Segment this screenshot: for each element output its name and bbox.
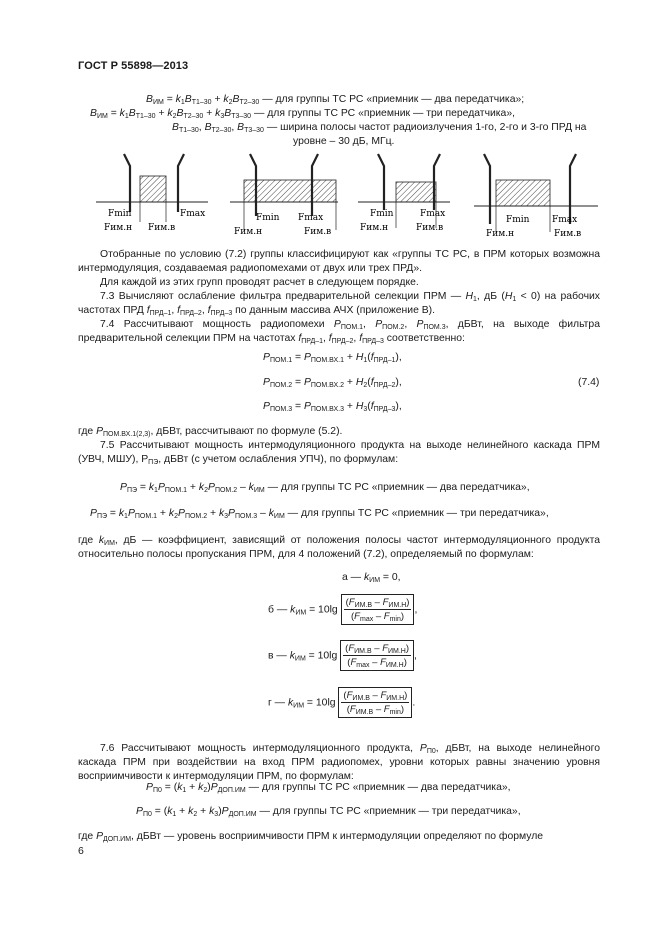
label-fimn-a: Fим.н	[104, 223, 133, 233]
p4-b: , дБВт, на выходе фильтра предварительной селекции ПРМ на частотах	[78, 319, 600, 344]
case-b-label: б —	[268, 604, 288, 616]
p6-a: 7.5 Рассчитывают мощность интермодуляционного продукта на выходе нелинейного каскада ПРМ (УВЧ, МШУ), Р	[78, 440, 600, 465]
eq-case-b: б — $k_{ИМ} = 10\lg$ $\frac{(F_{ИМ.В} - F_{ИМ.Н})}{(F_{max} - F_{min})}$ ,	[268, 594, 417, 625]
paragraph-where-pdop: где $Р_{ДОП.ИМ}$, дБВт — уровень восприимчивости ПРМ к интермодуляции определяют по формуле	[78, 831, 544, 843]
figure-panel-a	[96, 154, 208, 233]
eq-pom-1: $Р_{ПОМ.1} = Р_{ПОМ.ВХ.1} + Н_1(f_{ПРД-1})$,	[263, 352, 402, 364]
p3-a: 7.3 Вычисляют ослабление фильтра предварительной селекции ПРМ —	[100, 291, 462, 302]
figure-panel-b	[230, 154, 338, 237]
p4-c: соответственно:	[386, 333, 465, 344]
standard-header: ГОСТ Р 55898—2013	[78, 60, 189, 72]
p7-b: , дБ — коэффициент, зависящий от положения полосы частот интермодуляционного продукта относительно полосы пропускания ПРМ, для 4 положений (7.2), определяемый по формулам:	[78, 535, 600, 560]
paragraph-7-3: 7.3 Вычисляют ослабление фильтра предварительной селекции ПРМ — $H_1$, дБ $(H_1 < 0)$ на рабочих частотах ПРД $f_{ПРД-1}$, $f_{ПРД-2}$, $f_{ПРД-3}$ по данным массива АЧХ (приложение В).	[78, 291, 600, 317]
p7-a: где	[78, 535, 94, 546]
label-fmax-a: Fmax	[180, 209, 206, 219]
eq-number-7-4: (7.4)	[578, 377, 600, 388]
eq-pe-three: $Р_{ПЭ} = k_1Р_{ПОМ.1} + k_2Р_{ПОМ.2} + k_3Р_{ПОМ.3} - k_{ИМ}$ — для группы ТС РС «приемник — три передатчика»,	[90, 508, 549, 520]
label-fmin-c: Fmin	[370, 209, 394, 219]
p6-b: , дБВт (с учетом ослабления УПЧ), по формулам:	[158, 454, 399, 465]
eq-pe-three-text: — для группы ТС РС «приемник — три передатчика»,	[287, 508, 549, 519]
eq-case-v: в — $k_{ИМ} = 10\lg$ $\frac{(F_{ИМ.В} - F_{ИМ.Н})}{(F_{max} - F_{ИМ.Н})}$ ,	[268, 640, 417, 671]
def-line-3: $В_{Т1-30}$, $В_{Т2-30}$, $В_{Т3-30}$ — ширина полосы частот радиоизлучения 1-го, 2-го и 3-го ПРД на	[172, 122, 587, 134]
label-fmin-b: Fmin	[256, 213, 280, 223]
label-fmin-d: Fmin	[506, 215, 530, 225]
eq-pom-3: $Р_{ПОМ.3} = Р_{ПОМ.ВХ.3} + Н_3(f_{ПРД-3})$,	[263, 401, 402, 413]
intermod-positions-figure	[90, 150, 610, 240]
def-line-1: $В_{ИМ} = k_1В_{Т1-30} + k_2В_{Т2-30}$ — для группы ТС РС «приемник — два передатчика»;	[146, 94, 525, 106]
label-fimn-d: Fим.н	[486, 229, 515, 239]
eq-pe-two: $Р_{ПЭ} = k_1Р_{ПОМ.1} + k_2Р_{ПОМ.2} - k_{ИМ}$ — для группы ТС РС «приемник — два передатчика»,	[120, 482, 530, 494]
paragraph-classification: Отобранные по условию (7.2) группы классифицируют как «группы ТС РС, в ПРМ которых возможна интермодуляция, создаваемая радиопомехами от двух или трех ПРД».	[78, 249, 600, 274]
def-line-4: уровне – 30 дБ, МГц.	[293, 136, 395, 147]
p8-a: 7.6 Рассчитывают мощность интермодуляционного продукта,	[100, 743, 414, 754]
case-g-label: г —	[268, 697, 286, 709]
label-fmin-a: Fmin	[108, 209, 132, 219]
case-v-label: в —	[268, 650, 287, 662]
figure-panel-d	[474, 154, 598, 239]
paragraph-order: Для каждой из этих групп проводят расчет в следующем порядке.	[100, 277, 419, 288]
paragraph-7-6: 7.6 Рассчитывают мощность интермодуляционного продукта, $Р_{П0}$, дБВт, на выходе нелинейного каскада ПРМ при воздействии на вход ПРМ радиопомех, уровни которых равны значению уровня восприимчивости к интермодуляции ПРМ, по формулам:	[78, 743, 601, 782]
label-fimv-a: Fим.в	[148, 223, 176, 233]
def-line-3-text: — ширина полосы частот радиоизлучения 1-го, 2-го и 3-го ПРД на	[266, 122, 587, 133]
paragraph-7-5: 7.5 Рассчитывают мощность интермодуляционного продукта на выходе нелинейного каскада ПРМ (УВЧ, МШУ), $Р_{ПЭ}$, дБВт (с учетом ослабления УПЧ), по формулам:	[78, 440, 600, 466]
def-line-2-text: — для группы ТС РС «приемник — три передатчика»,	[253, 108, 516, 119]
eq-pom-2: $Р_{ПОМ.2} = Р_{ПОМ.ВХ.2} + Н_2(f_{ПРД-2})$,	[263, 377, 402, 389]
p4-a: 7.4 Рассчитывают мощность радиопомехи	[100, 319, 325, 330]
def-line-2: $В_{ИМ} = k_1В_{Т1-30} + k_2В_{Т2-30} + k_3В_{Т3-30}$ — для группы ТС РС «приемник — три передатчика»,	[90, 108, 516, 120]
p3-c: < 0) на рабочих частотах ПРД	[78, 291, 600, 316]
eq-case-a: а — $k_{ИМ} = 0$,	[342, 572, 401, 584]
def-line-1-text: — для группы ТС РС «приемник — два передатчика»;	[262, 94, 525, 105]
p9-a: где	[78, 831, 94, 842]
p9-b: , дБВт — уровень восприимчивости ПРМ к интермодуляции определяют по формуле	[131, 831, 544, 842]
label-fmax-d: Fmax	[552, 215, 578, 225]
eq-pe-two-text: — для группы ТС РС «приемник — два передатчика»,	[267, 482, 530, 493]
label-fimv-d: Fим.в	[554, 229, 582, 239]
eq-p0-three: $Р_{П0} = (k_1 + k_2 + k_3)Р_{ДОП.ИМ}$ — для группы ТС РС «приемник — три передатчика»,	[136, 806, 521, 818]
label-fimv-b: Fим.в	[304, 227, 332, 237]
label-fimn-b: Fим.н	[234, 227, 263, 237]
eq-p0-two: $Р_{П0} = (k_1 + k_2)Р_{ДОП.ИМ}$ — для группы ТС РС «приемник — два передатчика»,	[146, 782, 511, 794]
figure-panel-c	[358, 154, 450, 233]
label-fimv-c: Fим.в	[416, 223, 444, 233]
p3-b: , дБ (	[476, 291, 505, 302]
p8-b: , дБВт, на выходе нелинейного каскада ПРМ при воздействии на вход ПРМ радиопомех, уровни которых равны значению уровня восприимчивости к интермодуляции ПРМ, по формулам:	[78, 743, 601, 782]
eq-p0-two-text: — для группы ТС РС «приемник — два передатчика»,	[248, 782, 511, 793]
label-fmax-c: Fmax	[420, 209, 446, 219]
paragraph-where-pom: где $Р_{ПОМ.ВХ.1(2,3)}$, дБВт, рассчитывают по формуле (5.2).	[78, 426, 343, 438]
p5-b: , дБВт, рассчитывают по формуле (5.2).	[150, 426, 343, 437]
case-a-label: а —	[342, 572, 362, 583]
paragraph-7-4: 7.4 Рассчитывают мощность радиопомехи $Р_{ПОМ.1}$, $Р_{ПОМ.2}$, $Р_{ПОМ.3}$, дБВт, на выходе фильтра предварительной селекции ПРМ на частотах $f_{ПРД-1}$, $f_{ПРД-2}$, $f_{ПРД-3}$ соответственно:	[78, 319, 600, 345]
p3-d: по данным массива АЧХ (приложение В).	[235, 305, 436, 316]
label-fmax-b: Fmax	[298, 213, 324, 223]
eq-case-g: г — $k_{ИМ} = 10\lg$ $\frac{(F_{ИМ.В} - F_{ИМ.Н})}{(F_{ИМ.В} - F_{min})}$ .	[268, 687, 415, 718]
page-number: 6	[78, 845, 84, 857]
paragraph-where-kim: где $k_{ИМ}$, дБ — коэффициент, зависящий от положения полосы частот интермодуляционного продукта относительно полосы пропускания ПРМ, для 4 положений (7.2), определяемый по формулам:	[78, 535, 600, 560]
eq-p0-three-text: — для группы ТС РС «приемник — три передатчика»,	[259, 806, 521, 817]
label-fimn-c: Fим.н	[360, 223, 389, 233]
p5-a: где	[78, 426, 94, 437]
